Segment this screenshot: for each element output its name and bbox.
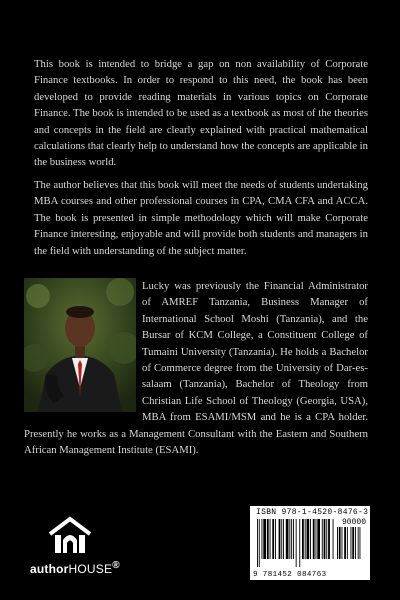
barcode-bar <box>347 527 348 559</box>
barcode-bar <box>326 519 327 559</box>
authorhouse-logo-icon <box>47 516 93 556</box>
publisher-name <box>30 560 120 576</box>
publisher-logo <box>30 516 120 576</box>
barcode-bar <box>351 527 352 559</box>
author-bio-text <box>24 278 368 458</box>
barcode-bar <box>360 527 361 559</box>
barcode-bar <box>339 527 341 559</box>
barcode-bar <box>259 519 260 567</box>
ean-digits: 9 781452 084763 <box>253 571 327 579</box>
barcode-bar <box>342 527 343 559</box>
blurb-paragraph-1: This book is intended to bridge a gap on non availability of Corporate Finance textbooks. In order to respond to this need, the book has been developed to provide reading materials in various topics on Corporate Finance. The book is intended to be used as a textbook as most of the theories and concepts in the field are clearly explained with practical mathematical calculations that clearly help to understand how the concepts are applicable in the business world. <box>34 58 368 169</box>
barcode-bar <box>281 519 282 559</box>
barcode-bar <box>324 519 326 559</box>
barcode-bar <box>305 519 306 559</box>
isbn-barcode <box>250 506 370 580</box>
barcode-bar <box>267 519 269 559</box>
barcode-bar <box>310 519 311 559</box>
photo-spacer <box>24 278 142 412</box>
barcode-bar <box>289 519 290 559</box>
barcode-bar <box>313 519 315 559</box>
barcode-bar <box>286 519 289 559</box>
blurb-paragraph-2: The author believes that this book will meet the needs of students undertaking MBA courses and other professional courses in CPA, CMA CFA and ACCA. The book is presented in simple methodology which will make Corporate Finance interesting, enjoyable and will provide both students and managers in the field with understanding of the subject matter. <box>34 179 368 257</box>
barcode-bar <box>263 519 266 559</box>
barcode-bar <box>355 527 356 559</box>
barcode-bar <box>322 519 323 559</box>
barcode-bar <box>257 519 258 567</box>
barcode-bar <box>328 519 330 559</box>
barcode-bar <box>352 527 354 559</box>
barcode-bar <box>275 519 276 559</box>
publisher-name-bold: author <box>30 562 69 576</box>
barcode-bar <box>317 519 320 559</box>
ean-barcode-bars <box>256 519 334 567</box>
addon-barcode-bars <box>336 527 366 567</box>
registered-mark: ® <box>112 560 120 571</box>
barcode-bar <box>283 519 284 559</box>
barcode-bar <box>302 519 304 559</box>
barcode-bar <box>291 519 292 559</box>
barcode-bar <box>272 519 274 559</box>
barcode-bar <box>279 519 281 559</box>
isbn-label: ISBN 978-1-4520-8476-3 <box>256 508 369 517</box>
barcode-bar <box>307 519 310 559</box>
barcode-bar <box>333 519 334 559</box>
barcode-bar <box>262 519 263 559</box>
barcode-bar <box>270 519 271 559</box>
publisher-name-light: HOUSE <box>68 562 113 576</box>
barcode-bar <box>344 527 346 559</box>
barcode-bar <box>299 519 300 567</box>
barcode-bar <box>293 519 294 559</box>
barcode-bar <box>337 527 338 559</box>
barcode-bar <box>358 527 359 559</box>
price-code: 90000 <box>341 518 366 527</box>
barcode-bar <box>296 519 297 567</box>
author-bio: Lucky was previously the Financial Administrator of AMREF Tanzania, Business Manager of International School Moshi (Tanzania), and the Bursar of KCM College, a Constituent College of Tumaini University (Tanzania). He holds a Bachelor of Commerce degree from the University of Dar-es-salaam (Tanzania), Bachelor of Theology from Christian Life School of Theology (Georgia, USA), MBA from ESAMI/MSM and he is a CPA holder. Presently he works as a Management Consultant with the Eastern and Southern African Management Institute (ESAMI). <box>24 280 368 457</box>
barcode-bar <box>316 519 317 559</box>
